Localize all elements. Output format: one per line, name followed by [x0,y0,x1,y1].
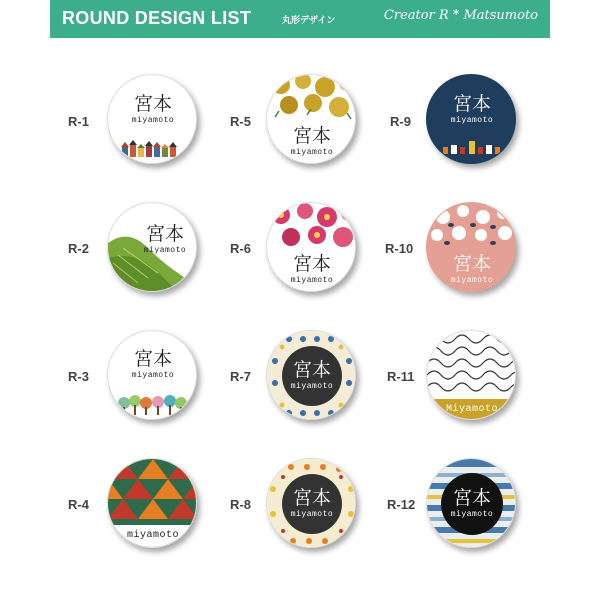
design-r12[interactable] [426,458,516,548]
page-title: ROUND DESIGN LIST [62,8,252,28]
design-r1[interactable] [107,74,197,164]
design-label: R-1 [68,114,89,129]
design-label: R-11 [387,369,415,384]
creator-signature: Creator R * Matsumoto [383,8,538,23]
name-kanji: 宮本 [145,223,184,245]
design-label: R-12 [387,497,416,512]
name-kanji: 宮本 [292,487,331,509]
name-kanji: 宮本 [292,125,331,147]
design-r4[interactable] [107,458,197,548]
name-kanji: 宮本 [452,93,491,115]
design-r9[interactable] [426,74,516,164]
name-kanji: 宮本 [133,348,172,370]
name-romaji: miyamoto [290,510,334,519]
design-r11[interactable] [426,330,516,420]
design-r8[interactable] [266,458,356,548]
design-r6[interactable] [266,202,356,292]
design-label: R-7 [230,369,251,384]
design-r5[interactable] [266,74,356,164]
design-label: R-9 [390,114,411,129]
name-romaji: miyamoto [290,276,334,285]
design-label: R-5 [230,114,251,129]
design-r7[interactable] [266,330,356,420]
design-r3[interactable] [107,330,197,420]
name-kanji: 宮本 [452,487,491,509]
name-romaji: miyamoto [450,276,494,285]
design-label: R-10 [385,241,414,256]
name-romaji: miyamoto [290,148,334,157]
name-romaji: miyamoto [131,116,175,125]
design-label: R-3 [68,369,89,384]
name-kanji: 宮本 [452,253,491,275]
design-r2[interactable] [107,202,197,292]
name-kanji: 宮本 [292,253,331,275]
design-label: R-6 [230,241,251,256]
name-kanji: 宮本 [133,93,172,115]
name-romaji: Miyamoto [445,404,498,415]
design-r10[interactable] [426,202,516,292]
name-romaji: miyamoto [450,116,494,125]
header-banner [50,0,550,38]
name-romaji: miyamoto [126,530,179,541]
name-kanji: 宮本 [292,359,331,381]
name-romaji: miyamoto [290,382,334,391]
name-romaji: miyamoto [143,246,187,255]
page-subtitle: 丸形デザイン [282,16,336,26]
design-label: R-8 [230,497,251,512]
name-romaji: miyamoto [450,510,494,519]
design-label: R-4 [68,497,89,512]
name-romaji: miyamoto [131,371,175,380]
design-label: R-2 [68,241,89,256]
